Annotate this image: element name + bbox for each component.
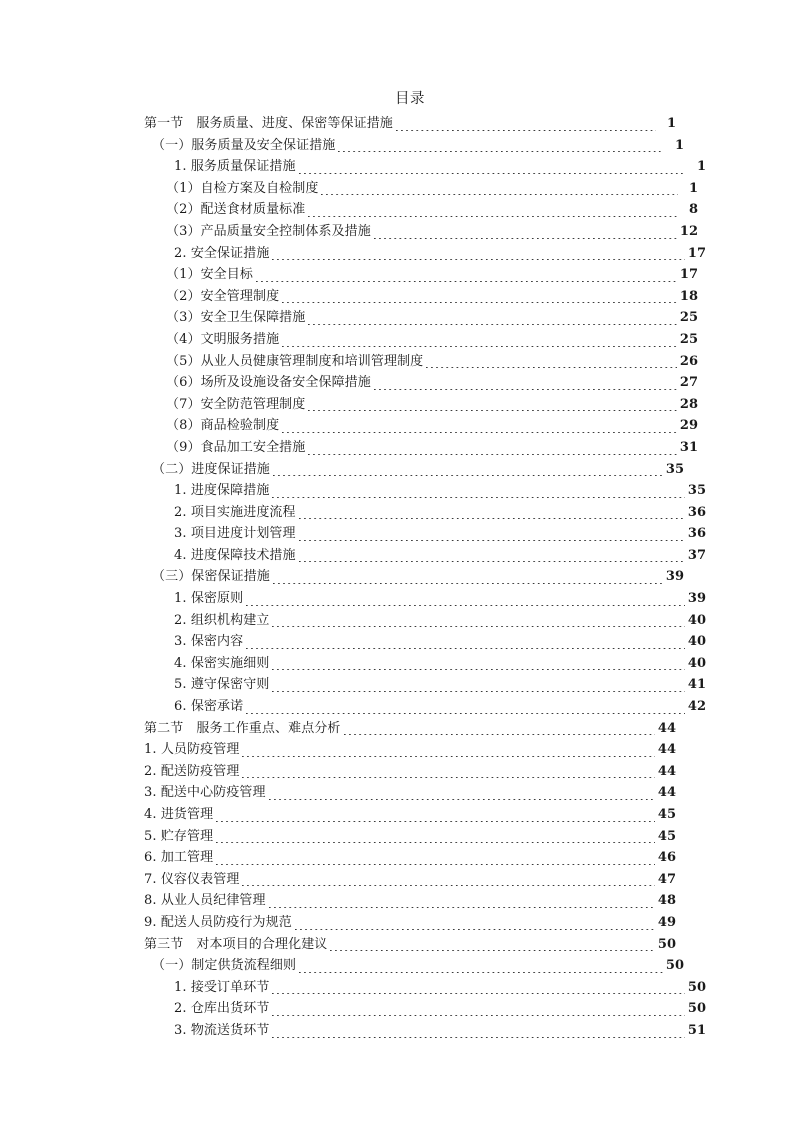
toc-dot-leader (273, 583, 663, 584)
toc-entry-label: （一）服务质量及安全保证措施 (152, 137, 336, 153)
toc-entry-page-number: 44 (657, 720, 676, 736)
toc-entry-page-number: 18 (679, 288, 698, 304)
toc-dot-leader (330, 950, 655, 951)
toc-entry-label: 第三节 对本项目的合理化建议 (144, 936, 328, 952)
toc-entry[interactable] (144, 264, 698, 286)
toc-entry-label: 1. 进度保障措施 (174, 483, 270, 499)
toc-dot-leader (308, 216, 678, 217)
toc-dot-leader (256, 281, 677, 282)
toc-entry-label: 6. 加工管理 (144, 850, 214, 866)
toc-dot-leader (272, 497, 684, 498)
toc-entry-page-number: 1 (688, 180, 698, 196)
toc-entry[interactable] (144, 955, 684, 977)
toc-dot-leader (246, 605, 685, 606)
toc-entry[interactable] (144, 329, 698, 351)
toc-entry-label: （6）场所及设施设备安全保障措施 (166, 375, 371, 391)
toc-entry-label: 1. 人员防疫管理 (144, 742, 240, 758)
toc-dot-leader (272, 259, 684, 260)
toc-dot-leader (374, 238, 677, 239)
toc-entry-label: 7. 仪容仪表管理 (144, 871, 240, 887)
toc-entry-page-number: 50 (657, 936, 676, 952)
toc-entry[interactable] (144, 135, 684, 157)
toc-entry-page-number: 35 (687, 483, 706, 499)
toc-dot-leader (272, 1015, 684, 1016)
toc-entry[interactable] (144, 394, 698, 416)
toc-entry[interactable] (144, 113, 676, 135)
toc-entry-label: （3）产品质量安全控制体系及措施 (166, 223, 371, 239)
toc-entry-label: 4. 保密实施细则 (174, 655, 270, 671)
toc-entry-label: 第一节 服务质量、进度、保密等保证措施 (144, 116, 393, 131)
toc-entry-label: 5. 遵守保密守则 (174, 677, 270, 693)
toc-dot-leader (308, 324, 677, 325)
toc-entry-page-number: 49 (657, 914, 676, 930)
toc-entry[interactable] (144, 178, 698, 200)
toc-entry-label: 2. 仓库出货环节 (174, 1001, 270, 1017)
toc-entry[interactable] (144, 351, 698, 373)
toc-entry[interactable] (144, 459, 684, 481)
toc-entry[interactable] (144, 545, 706, 567)
toc-entry-page-number: 50 (665, 958, 684, 974)
toc-entry-page-number: 41 (687, 677, 706, 693)
toc-entry[interactable] (144, 415, 698, 437)
toc-dot-leader (269, 799, 655, 800)
toc-entry-label: （9）食品加工安全措施 (166, 439, 306, 455)
toc-entry-label: 2. 配送防疫管理 (144, 763, 240, 779)
toc-dot-leader (272, 691, 684, 692)
toc-dot-leader (295, 929, 655, 930)
toc-entry[interactable] (144, 502, 706, 524)
toc-entry-page-number: 51 (687, 1022, 706, 1038)
toc-dot-leader (426, 367, 677, 368)
toc-dot-leader (338, 151, 664, 152)
toc-entry-page-number: 42 (687, 699, 706, 715)
toc-entry-page-number: 40 (687, 612, 706, 628)
toc-entry-page-number: 50 (687, 1001, 706, 1017)
toc-dot-leader (396, 130, 656, 131)
toc-entry-page-number: 31 (679, 439, 698, 455)
toc-entry-label: 2. 安全保证措施 (174, 245, 270, 261)
toc-entry[interactable] (144, 761, 676, 783)
toc-entry-label: （3）安全卫生保障措施 (166, 310, 306, 326)
toc-entry-page-number: 12 (679, 223, 698, 239)
toc-entry[interactable] (144, 718, 676, 740)
toc-dot-leader (321, 194, 678, 195)
toc-dot-leader (216, 864, 655, 865)
toc-dot-leader (282, 432, 677, 433)
toc-entry[interactable] (144, 199, 698, 221)
toc-dot-leader (299, 540, 685, 541)
toc-entry[interactable] (144, 826, 676, 848)
toc-entry[interactable] (144, 696, 706, 718)
toc-entry-page-number: 17 (679, 267, 698, 283)
toc-entry-page-number: 25 (679, 331, 698, 347)
toc-entry[interactable] (144, 804, 676, 826)
toc-entry[interactable] (144, 480, 706, 502)
toc-entry[interactable] (144, 653, 706, 675)
toc-entry-label: 3. 配送中心防疫管理 (144, 785, 266, 801)
toc-entry-page-number: 47 (657, 871, 676, 887)
toc-entry-page-number: 35 (665, 461, 684, 477)
toc-entry-label: 9. 配送人员防疫行为规范 (144, 914, 292, 930)
toc-entry[interactable] (144, 221, 698, 243)
toc-entry[interactable] (144, 934, 676, 956)
toc-entry[interactable] (144, 523, 706, 545)
toc-entry[interactable] (144, 674, 706, 696)
toc-entry[interactable] (144, 912, 676, 934)
toc-entry-label: 8. 从业人员纪律管理 (144, 893, 266, 909)
toc-entry-page-number: 44 (657, 785, 676, 801)
toc-entry[interactable] (144, 631, 706, 653)
toc-dot-leader (246, 648, 685, 649)
toc-entry-page-number: 17 (687, 245, 706, 261)
toc-entry[interactable] (144, 782, 676, 804)
toc-entry[interactable] (144, 610, 706, 632)
toc-entry-label: （7）安全防范管理制度 (166, 396, 306, 412)
toc-entry[interactable] (144, 588, 706, 610)
toc-entry-page-number: 46 (657, 850, 676, 866)
toc-dot-leader (242, 885, 654, 886)
toc-entry-page-number: 28 (679, 396, 698, 412)
toc-entry-label: 2. 项目实施进度流程 (174, 504, 296, 520)
toc-entry[interactable] (144, 977, 706, 999)
toc-entry[interactable] (144, 286, 698, 308)
page-title: 目录 (395, 91, 425, 107)
toc-dot-leader (272, 626, 684, 627)
toc-entry-page-number: 45 (657, 807, 676, 822)
toc-dot-leader (273, 475, 663, 476)
toc-entry-label: 1. 保密原则 (174, 591, 244, 607)
toc-entry-page-number: 36 (687, 526, 706, 542)
toc-entry-label: （三）保密保证措施 (152, 569, 270, 585)
toc-dot-leader (272, 1037, 684, 1038)
toc-entry-page-number: 1 (666, 116, 676, 131)
toc-list (144, 113, 706, 1042)
toc-entry-label: 3. 物流送货环节 (174, 1022, 270, 1038)
toc-entry[interactable] (144, 1020, 706, 1042)
toc-entry-page-number: 26 (679, 353, 698, 369)
toc-entry-label: 3. 项目进度计划管理 (174, 526, 296, 542)
toc-entry-label: 6. 保密承诺 (174, 699, 244, 715)
toc-dot-leader (269, 907, 655, 908)
toc-entry-label: （4）文明服务措施 (166, 331, 280, 347)
toc-dot-leader (299, 518, 685, 519)
toc-dot-leader (299, 972, 663, 973)
toc-entry-page-number: 1 (674, 137, 684, 153)
toc-dot-leader (216, 842, 655, 843)
toc-entry[interactable] (144, 739, 676, 761)
toc-entry[interactable] (144, 307, 698, 329)
toc-entry[interactable] (144, 890, 676, 912)
toc-entry[interactable] (144, 243, 706, 265)
toc-entry-page-number: 48 (657, 893, 676, 909)
toc-dot-leader (272, 669, 684, 670)
toc-entry-page-number: 8 (688, 202, 698, 218)
toc-dot-leader (299, 561, 685, 562)
toc-entry-label: （二）进度保证措施 (152, 461, 270, 477)
toc-entry-page-number: 36 (687, 504, 706, 520)
toc-dot-leader (282, 346, 677, 347)
toc-dot-leader (242, 756, 654, 757)
toc-dot-leader (299, 173, 686, 174)
toc-entry[interactable] (144, 156, 706, 178)
toc-entry-label: 4. 进度保障技术措施 (174, 547, 296, 563)
toc-entry-page-number: 29 (679, 418, 698, 434)
toc-entry-label: （5）从业人员健康管理制度和培训管理制度 (166, 353, 424, 369)
toc-dot-leader (308, 410, 677, 411)
toc-entry-label: （2）安全管理制度 (166, 288, 280, 304)
toc-entry[interactable] (144, 998, 706, 1020)
toc-entry[interactable] (144, 566, 684, 588)
toc-entry-page-number: 50 (687, 979, 706, 995)
toc-entry-page-number: 40 (687, 655, 706, 671)
toc-dot-leader (242, 777, 654, 778)
toc-dot-leader (282, 302, 677, 303)
toc-entry-label: 1. 服务质量保证措施 (174, 159, 296, 175)
toc-entry-page-number: 39 (665, 569, 684, 585)
toc-content (144, 88, 706, 1042)
toc-entry-page-number: 25 (679, 310, 698, 326)
toc-entry-label: （1）安全目标 (166, 267, 253, 283)
toc-entry-label: 4. 进货管理 (144, 807, 214, 822)
toc-entry-page-number: 44 (657, 763, 676, 779)
toc-entry-label: 第二节 服务工作重点、难点分析 (144, 720, 341, 736)
toc-entry-label: （一）制定供货流程细则 (152, 958, 297, 974)
toc-entry-page-number: 1 (696, 159, 706, 175)
toc-dot-leader (272, 993, 684, 994)
toc-dot-leader (246, 713, 685, 714)
toc-entry-page-number: 45 (657, 828, 676, 844)
toc-dot-leader (374, 389, 677, 390)
toc-entry-page-number: 39 (687, 591, 706, 607)
toc-dot-leader (216, 821, 655, 822)
toc-entry[interactable] (144, 847, 676, 869)
toc-entry[interactable] (144, 437, 698, 459)
toc-entry[interactable] (144, 372, 698, 394)
toc-entry-label: 5. 贮存管理 (144, 828, 214, 844)
toc-entry-page-number: 40 (687, 634, 706, 650)
toc-entry[interactable] (144, 869, 676, 891)
toc-entry-label: （1）自检方案及自检制度 (166, 180, 319, 196)
toc-entry-label: 3. 保密内容 (174, 634, 244, 650)
toc-entry-page-number: 27 (679, 375, 698, 391)
toc-entry-page-number: 44 (657, 742, 676, 758)
toc-entry-label: （2）配送食材质量标准 (166, 202, 306, 218)
toc-entry-page-number: 37 (687, 547, 706, 563)
toc-entry-label: 2. 组织机构建立 (174, 612, 270, 628)
toc-entry-label: （8）商品检验制度 (166, 418, 280, 434)
toc-dot-leader (344, 734, 655, 735)
toc-entry-label: 1. 接受订单环节 (174, 979, 270, 995)
toc-dot-leader (308, 454, 677, 455)
